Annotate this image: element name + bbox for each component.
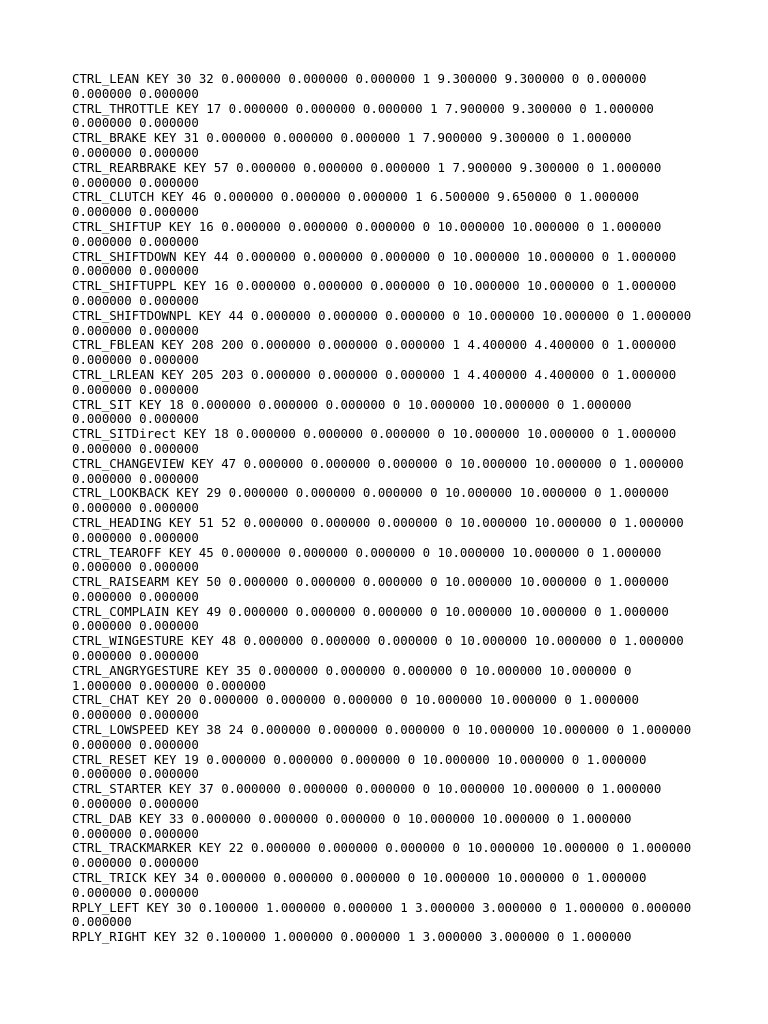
text-line: CTRL_TRICK KEY 34 0.000000 0.000000 0.000000 0 10.000000 10.000000 0 1.000000: [72, 870, 647, 886]
text-line: 0.000000 0.000000: [72, 707, 199, 723]
text-line: 0.000000 0.000000: [72, 322, 199, 338]
text-line: 0.000000 0.000000: [72, 736, 199, 752]
text-line: 0.000000 0.000000: [72, 144, 199, 160]
text-line: CTRL_LEAN KEY 30 32 0.000000 0.000000 0.000000 1 9.300000 9.300000 0 0.000000: [72, 71, 647, 86]
text-line: RPLY_LEFT KEY 30 0.100000 1.000000 0.000000 1 3.000000 3.000000 0 1.000000 0.000000: [72, 899, 692, 915]
text-line: 0.000000 0.000000: [72, 825, 199, 841]
text-line: CTRL_SHIFTUPPL KEY 16 0.000000 0.000000 0.000000 0 10.000000 10.000000 0 1.000000: [72, 278, 677, 294]
text-line: RPLY_RIGHT KEY 32 0.100000 1.000000 0.000000 1 3.000000 3.000000 0 1.000000: [72, 929, 632, 945]
text-line: 0.000000 0.000000: [72, 588, 199, 604]
config-text-block: [72, 72, 712, 945]
text-line: CTRL_HEADING KEY 51 52 0.000000 0.000000 0.000000 0 10.000000 10.000000 0 1.000000: [72, 514, 684, 530]
text-line: 0.000000 0.000000: [72, 352, 199, 368]
text-line: 0.000000 0.000000: [72, 233, 199, 249]
text-line: CTRL_WINGESTURE KEY 48 0.000000 0.000000 0.000000 0 10.000000 10.000000 0 1.000000: [72, 633, 684, 649]
text-line: 0.000000 0.000000: [72, 500, 199, 516]
text-line: CTRL_SITDirect KEY 18 0.000000 0.000000 0.000000 0 10.000000 10.000000 0 1.000000: [72, 426, 677, 442]
text-line: 0.000000 0.000000: [72, 796, 199, 812]
text-line: CTRL_DAB KEY 33 0.000000 0.000000 0.000000 0 10.000000 10.000000 0 1.000000: [72, 810, 632, 826]
text-line: CTRL_ANGRYGESTURE KEY 35 0.000000 0.000000 0.000000 0 10.000000 10.000000 0: [72, 662, 632, 678]
text-line: 0.000000 0.000000: [72, 440, 199, 456]
text-line: 0.000000: [72, 914, 132, 930]
text-line: 0.000000 0.000000: [72, 618, 199, 634]
text-line: CTRL_LOWSPEED KEY 38 24 0.000000 0.000000 0.000000 0 10.000000 10.000000 0 1.000000: [72, 722, 692, 738]
text-line: 0.000000 0.000000: [72, 766, 199, 782]
text-line: 0.000000 0.000000: [72, 263, 199, 279]
text-line: 1.000000 0.000000 0.000000: [72, 677, 266, 693]
text-line: 0.000000 0.000000: [72, 470, 199, 486]
text-line: 0.000000 0.000000: [72, 115, 199, 131]
text-line: CTRL_SHIFTUP KEY 16 0.000000 0.000000 0.000000 0 10.000000 10.000000 0 1.000000: [72, 218, 662, 234]
text-line: 0.000000 0.000000: [72, 411, 199, 427]
text-line: CTRL_SHIFTDOWNPL KEY 44 0.000000 0.000000 0.000000 0 10.000000 10.000000 0 1.000000: [72, 307, 692, 323]
text-line: 0.000000 0.000000: [72, 648, 199, 664]
text-line: CTRL_REARBRAKE KEY 57 0.000000 0.000000 0.000000 1 7.900000 9.300000 0 1.000000: [72, 159, 662, 175]
text-line: CTRL_CHANGEVIEW KEY 47 0.000000 0.000000 0.000000 0 10.000000 10.000000 0 1.000000: [72, 455, 684, 471]
text-line: CTRL_TEAROFF KEY 45 0.000000 0.000000 0.000000 0 10.000000 10.000000 0 1.000000: [72, 544, 662, 560]
text-line: 0.000000 0.000000: [72, 855, 199, 871]
text-line: CTRL_FBLEAN KEY 208 200 0.000000 0.000000 0.000000 1 4.400000 4.400000 0 1.000000: [72, 337, 677, 353]
text-line: 0.000000 0.000000: [72, 174, 199, 190]
text-line: CTRL_CHAT KEY 20 0.000000 0.000000 0.000000 0 10.000000 10.000000 0 1.000000: [72, 692, 639, 708]
text-line: CTRL_LOOKBACK KEY 29 0.000000 0.000000 0.000000 0 10.000000 10.000000 0 1.000000: [72, 485, 669, 501]
text-line: 0.000000 0.000000: [72, 204, 199, 220]
text-line: CTRL_SIT KEY 18 0.000000 0.000000 0.000000 0 10.000000 10.000000 0 1.000000: [72, 396, 632, 412]
text-line: CTRL_THROTTLE KEY 17 0.000000 0.000000 0.000000 1 7.900000 9.300000 0 1.000000: [72, 100, 654, 116]
text-line: 0.000000 0.000000: [72, 381, 199, 397]
text-line: CTRL_RESET KEY 19 0.000000 0.000000 0.000000 0 10.000000 10.000000 0 1.000000: [72, 751, 647, 767]
text-line: CTRL_LRLEAN KEY 205 203 0.000000 0.000000 0.000000 1 4.400000 4.400000 0 1.000000: [72, 366, 677, 382]
text-line: CTRL_SHIFTDOWN KEY 44 0.000000 0.000000 0.000000 0 10.000000 10.000000 0 1.000000: [72, 248, 677, 264]
text-line: CTRL_CLUTCH KEY 46 0.000000 0.000000 0.000000 1 6.500000 9.650000 0 1.000000: [72, 189, 639, 205]
text-line: CTRL_RAISEARM KEY 50 0.000000 0.000000 0.000000 0 10.000000 10.000000 0 1.000000: [72, 574, 669, 590]
text-line: 0.000000 0.000000: [72, 884, 199, 900]
text-line: 0.000000 0.000000: [72, 559, 199, 575]
text-line: CTRL_TRACKMARKER KEY 22 0.000000 0.000000 0.000000 0 10.000000 10.000000 0 1.000000: [72, 840, 692, 856]
text-line: 0.000000 0.000000: [72, 529, 199, 545]
text-line: 0.000000 0.000000: [72, 85, 199, 101]
text-line: CTRL_BRAKE KEY 31 0.000000 0.000000 0.000000 1 7.900000 9.300000 0 1.000000: [72, 130, 632, 146]
text-line: 0.000000 0.000000: [72, 292, 199, 308]
text-line: CTRL_STARTER KEY 37 0.000000 0.000000 0.000000 0 10.000000 10.000000 0 1.000000: [72, 781, 662, 797]
text-line: CTRL_COMPLAIN KEY 49 0.000000 0.000000 0.000000 0 10.000000 10.000000 0 1.000000: [72, 603, 669, 619]
